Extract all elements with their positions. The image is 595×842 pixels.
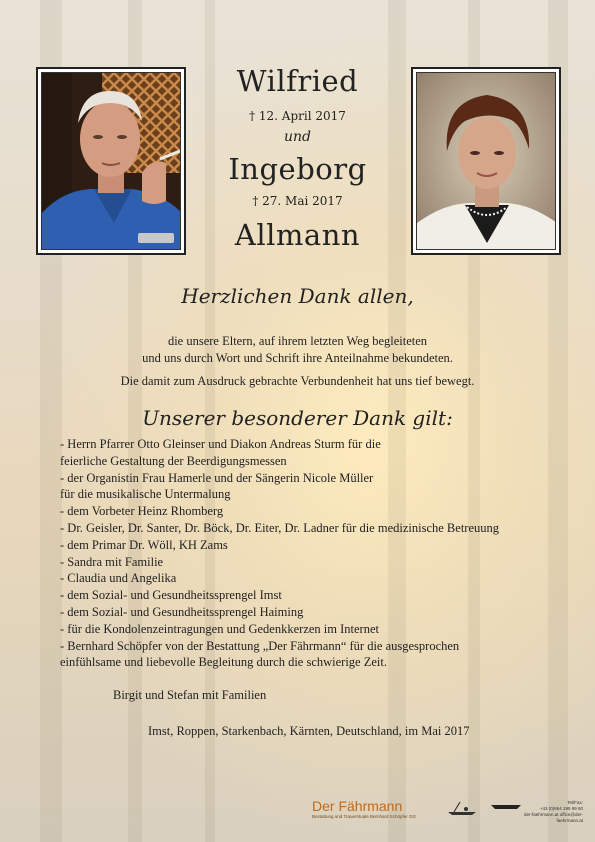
list-item: - für die Kondolenzeintragungen und Gedenkkerzen im Internet	[60, 621, 379, 636]
list-item: - dem Primar Dr. Wöll, KH Zams	[60, 537, 228, 552]
list-item: - Dr. Geisler, Dr. Santer, Dr. Böck, Dr. Eiter, Dr. Ladner für die medizinische Betreuung	[60, 520, 500, 535]
special-thanks-heading: Unserer besonderer Dank gilt:	[142, 406, 453, 430]
list-item: einfühlsame und liebevolle Begleitung durch die schwierige Zeit.	[60, 655, 387, 670]
connector-und: und	[284, 129, 311, 145]
contact-line: +43 (0)664 195 99 60	[539, 806, 583, 811]
ferry-logo-icon	[446, 800, 478, 816]
thanks-heading: Herzlichen Dank allen,	[181, 284, 414, 308]
list-item: - dem Sozial- und Gesundheitssprengel Imst	[60, 588, 282, 603]
list-item: - Claudia und Angelika	[60, 571, 177, 586]
intro-line: und uns durch Wort und Schrift ihre Anteilnahme bekundeten.	[142, 351, 453, 365]
list-item: für die musikalische Untermalung	[60, 487, 231, 502]
contact-line: der-faehrmann.at office@der-faehrmann.at	[523, 812, 583, 823]
thanks-list	[60, 436, 560, 671]
list-item: - Sandra mit Familie	[60, 554, 164, 569]
death-date-ingeborg: † 27. Mai 2017	[252, 194, 343, 208]
list-item: - Bernhard Schöpfer von der Bestattung „Der Fährmann“ für die ausgesprochen	[60, 638, 460, 653]
first-name-ingeborg: Ingeborg	[228, 152, 367, 186]
contact-line: Tel/Fax:	[567, 800, 583, 805]
signature: Birgit und Stefan mit Familien	[113, 688, 267, 702]
places-date: Imst, Roppen, Starkenbach, Kärnten, Deutschland, im Mai 2017	[148, 724, 470, 738]
list-item: - dem Sozial- und Gesundheitssprengel Haiming	[60, 604, 304, 619]
intro-line: Die damit zum Ausdruck gebrachte Verbundenheit hat uns tief bewegt.	[120, 374, 475, 388]
boat-logo-icon	[490, 800, 522, 810]
list-item: - dem Vorbeter Heinz Rhomberg	[60, 504, 224, 519]
list-item: feierliche Gestaltung der Beerdigungsmessen	[60, 453, 287, 468]
intro-line: die unsere Eltern, auf ihrem letzten Weg begleiteten	[167, 334, 428, 348]
list-item: - Herrn Pfarrer Otto Gleinser und Diakon Andreas Sturm für die	[60, 437, 381, 451]
list-item: - der Organistin Frau Hamerle und der Sängerin Nicole Müller	[60, 470, 374, 485]
brand-subtitle: Bestattung und Trauerrituale Bernhard Schöpfer OG	[312, 814, 417, 819]
brand-name: Der Fährmann	[312, 798, 403, 814]
first-name-wilfried: Wilfried	[236, 64, 359, 98]
death-date-wilfried: † 12. April 2017	[249, 109, 346, 123]
contact-info	[523, 800, 583, 824]
surname: Allmann	[234, 218, 361, 252]
